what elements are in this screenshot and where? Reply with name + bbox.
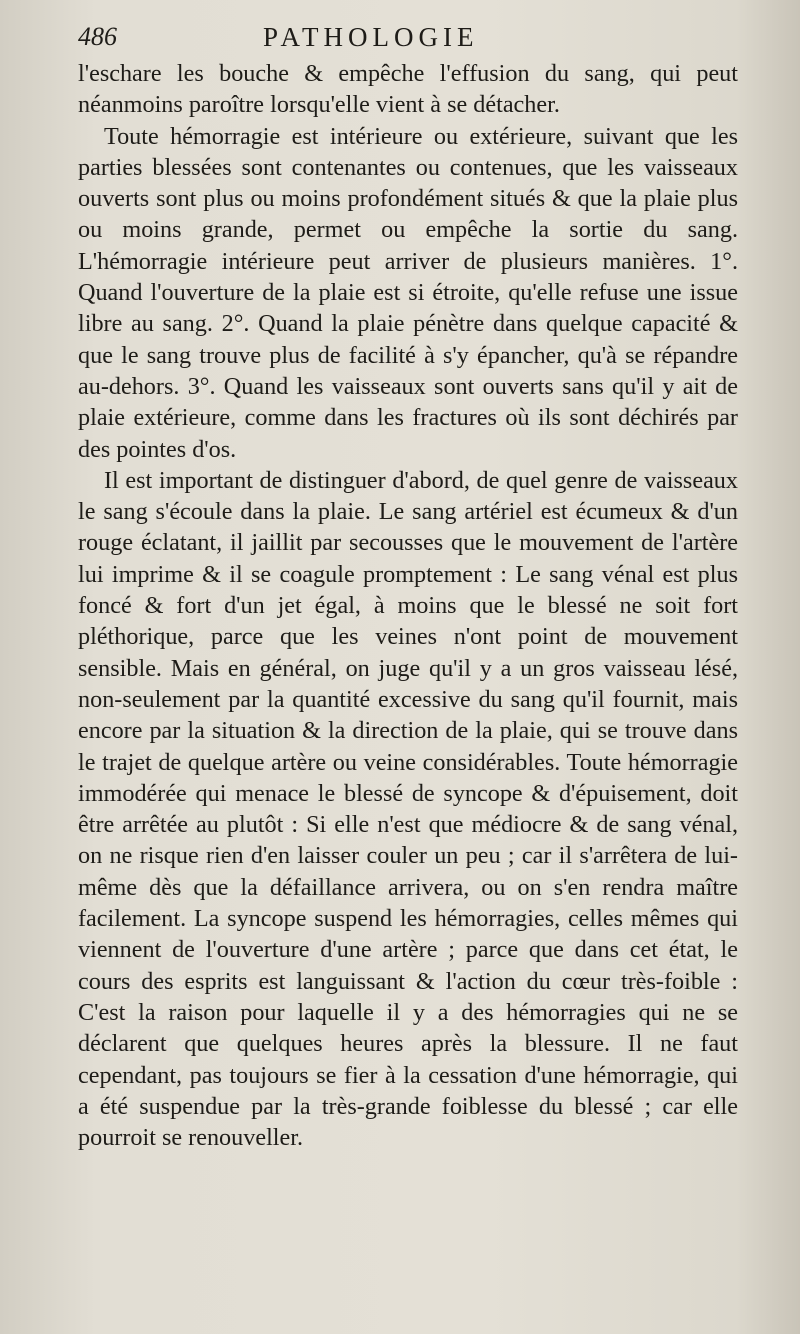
paragraph-continued: l'eschare les bouche & empêche l'effusion du sang, qui peut néanmoins paroître lorsqu'elle vient à se détacher. — [78, 60, 738, 119]
paragraph: Toute hémorragie est intérieure ou extérieure, suivant que les parties blessées sont contenantes ou contenues, que les vaisseaux ouverts sont plus ou moins profondément situés & que la plaie plus ou moins grande, permet ou empêche la sortie du sang. L'hémorragie intérieure peut arriver de plusieurs manières. 1°. Quand l'ouverture de la plaie est si étroite, qu'elle refuse une issue libre au sang. 2°. Quand la plaie pénètre dans quelque capacité & que le sang trouve plus de facilité à s'y épancher, qu'à se répandre au-dehors. 3°. Quand les vaisseaux sont ouverts sans qu'il y ait de plaie extérieure, comme dans les fractures où ils sont déchirés par des pointes d'os. — [78, 122, 738, 463]
running-title: PATHOLOGIE — [263, 22, 479, 52]
page-header — [78, 22, 748, 56]
body-text — [78, 58, 738, 1153]
paragraph: Il est important de distinguer d'abord, de quel genre de vaisseaux le sang s'écoule dans la plaie. Le sang artériel est écumeux & d'un rouge éclatant, il jaillit par secousses que le mouvement de l'artère lui imprime & il se coagule promptement : Le sang vénal est plus foncé & fort d'un jet égal, à moins que le blessé ne soit fort pléthorique, parce que les veines n'ont point de mouvement sensible. Mais en général, on juge qu'il y a un gros vaisseau lésé, non-seulement par la quantité excessive du sang qu'il fournit, mais encore par la situation & la direction de la plaie, qui se trouve dans le trajet de quelque artère ou veine considérables. Toute hémorragie immodérée qui menace le blessé de syncope & d'épuisement, doit être arrêtée au plutôt : Si elle n'est que médiocre & de sang vénal, on ne risque rien d'en laisser couler un peu ; car il s'arrêtera de lui-même dès que la défaillance arrivera, ou on s'en rendra maître facilement. La syncope suspend les hémorragies, celles mêmes qui viennent de l'ouverture d'une artère ; parce que dans cet état, le cours des esprits est languissant & l'action du cœur très-foible : C'est la raison pour laquelle il y a des hémorragies qui ne se déclarent que quelques heures après la blessure. Il ne faut cependant, pas toujours se fier à la cessation d'une hémorragie, qui a été suspendue par la très-grande foiblesse du blessé ; car elle pourroit se renouveller. — [78, 466, 738, 1152]
page-number: 486 — [78, 22, 117, 51]
